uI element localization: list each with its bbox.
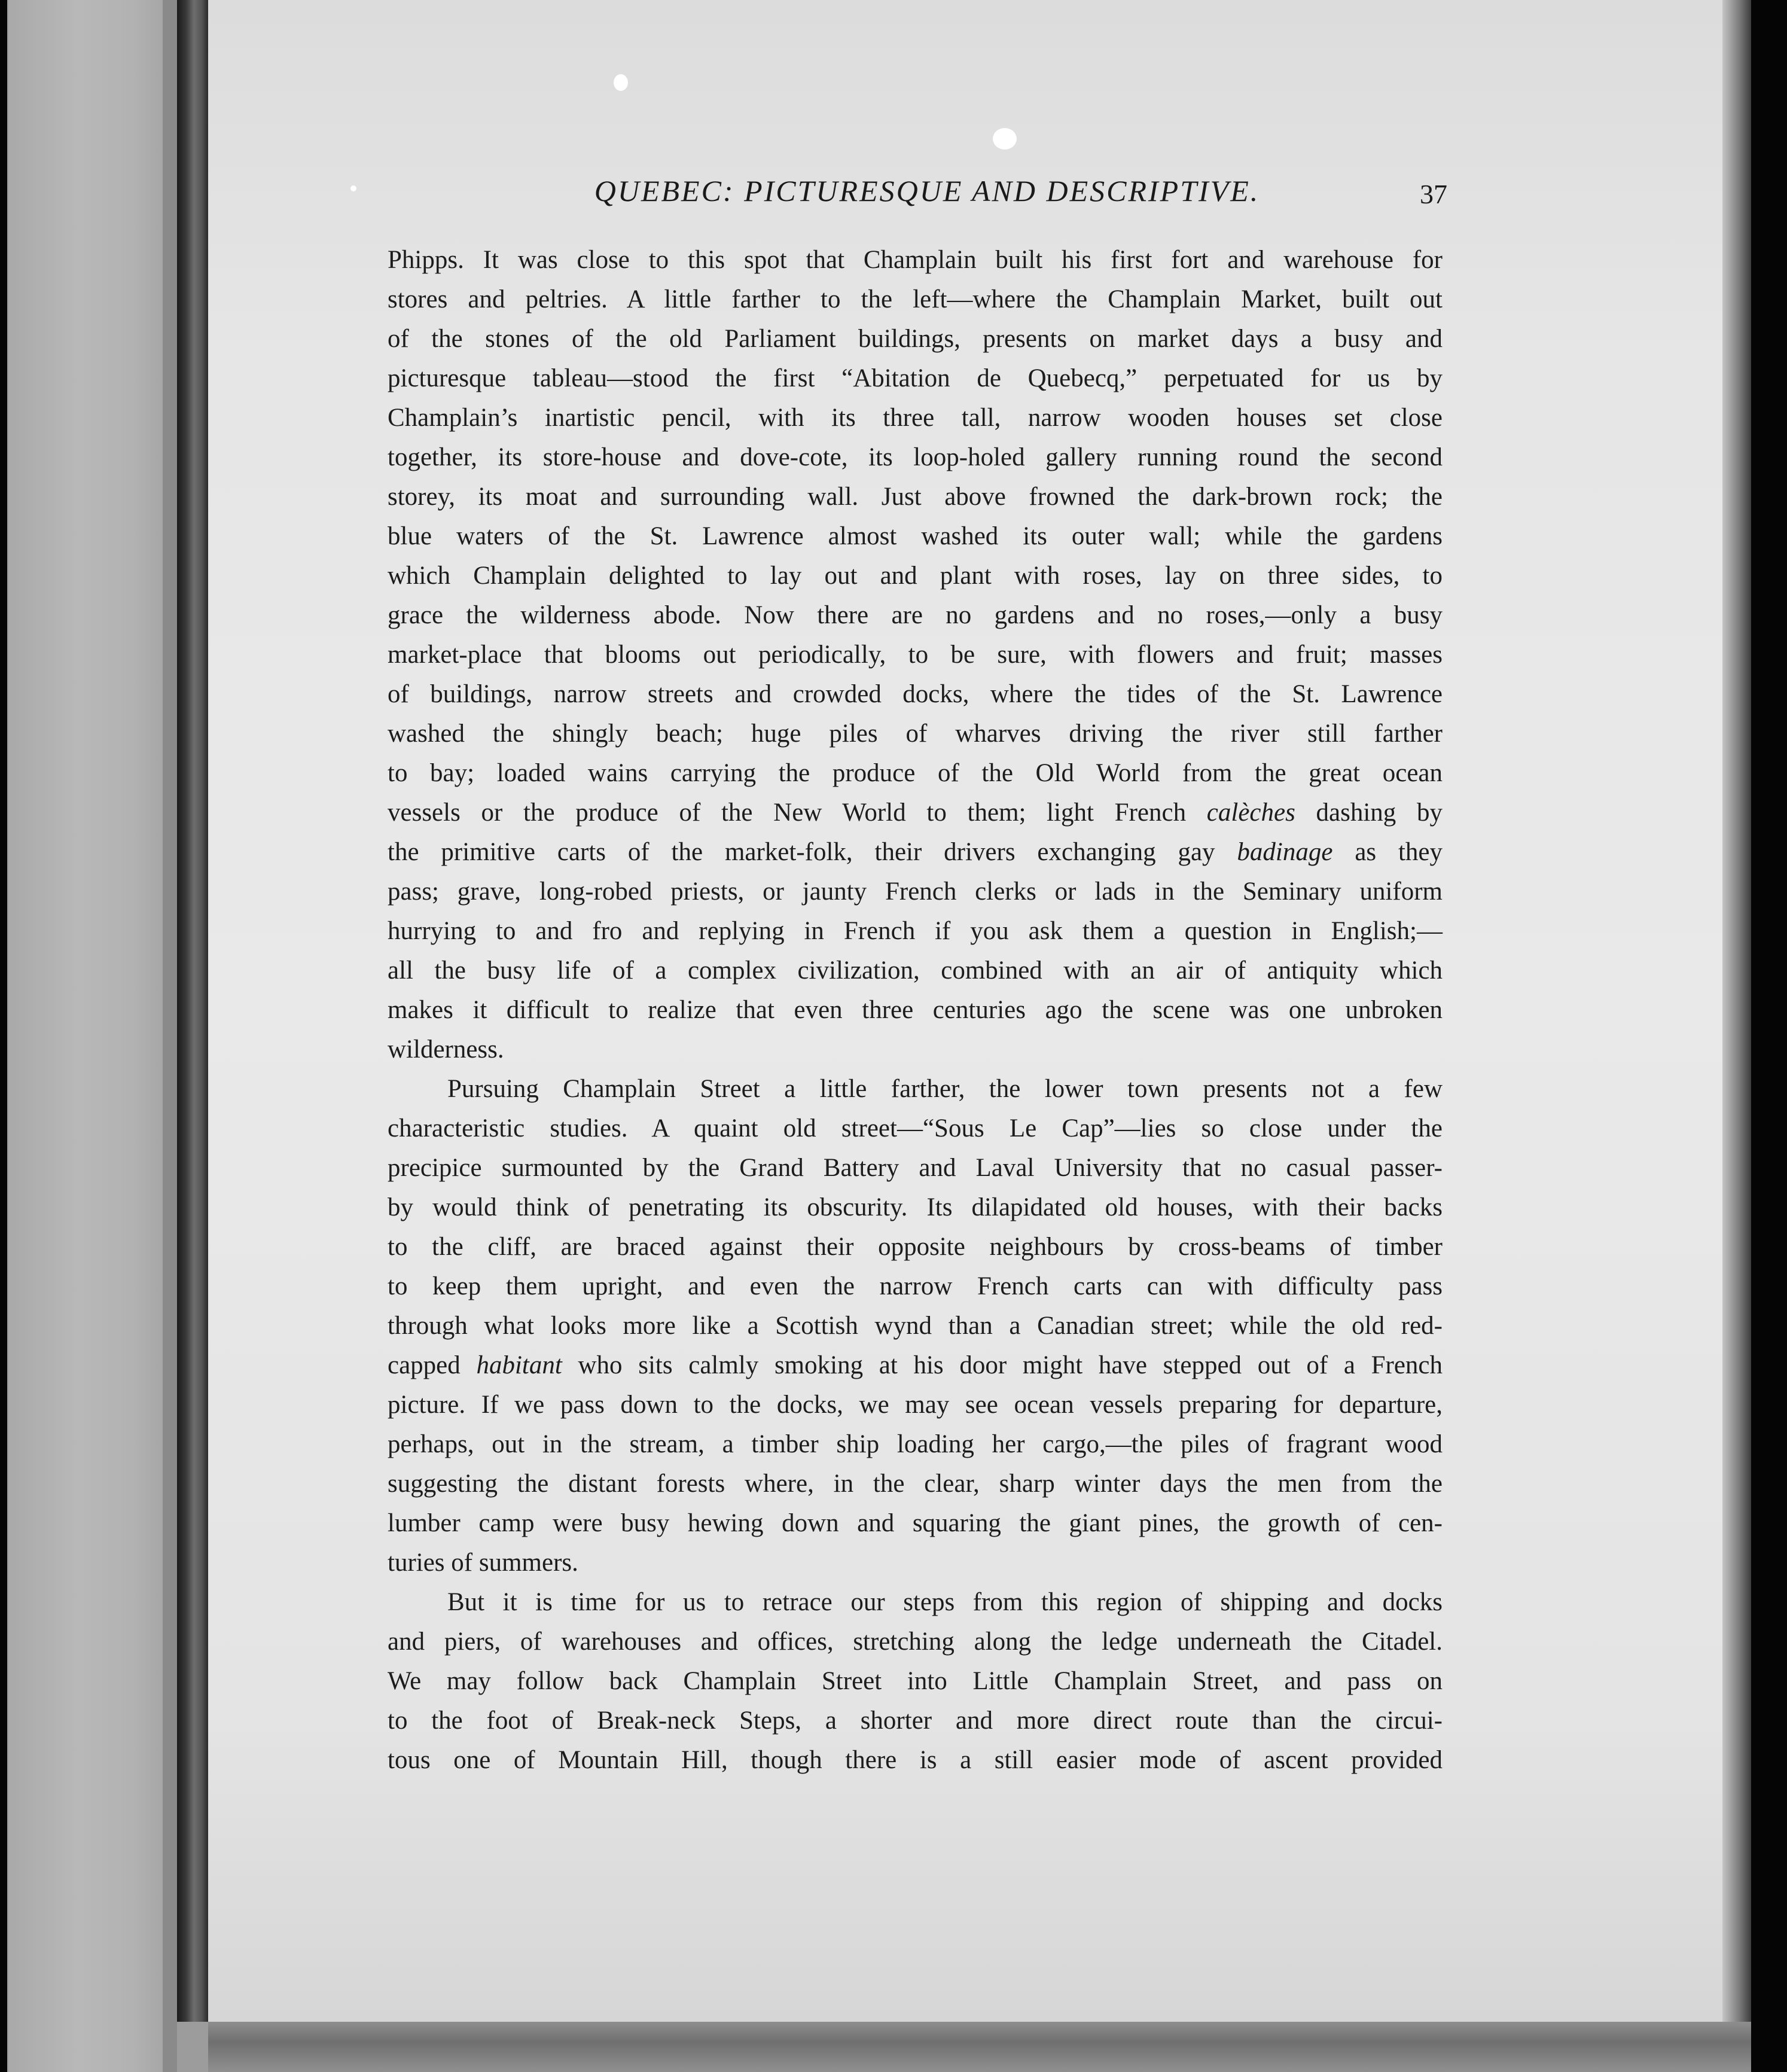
dust-speck [614, 74, 628, 91]
text-line: market-place that blooms out periodically, to be sure, with flowers and fruit; masses [388, 641, 1443, 669]
text-run: the primitive carts of the market-folk, their drivers exchanging gay [388, 838, 1215, 866]
text-run: dashing by [1316, 799, 1443, 827]
text-line: which Champlain delighted to lay out and plant with roses, lay on three sides, to [388, 562, 1443, 590]
text-run: vessels or the produce of the New World to them; light French [388, 799, 1187, 827]
text-line: tous one of Mountain Hill, though there is a still easier mode of ascent provided [388, 1746, 1443, 1774]
text-line: storey, its moat and surrounding wall. Just above frowned the dark-brown rock; the [388, 483, 1443, 511]
text-line: picture. If we pass down to the docks, we may see ocean vessels preparing for departure, [388, 1391, 1443, 1419]
text-line: lumber camp were busy hewing down and squaring the giant pines, the growth of cen- [388, 1509, 1443, 1537]
text-line: stores and peltries. A little farther to the left—where the Champlain Market, built out [388, 285, 1443, 313]
page-number: 37 [1420, 179, 1447, 209]
text-line [388, 833, 1443, 872]
italic-word: habitant [476, 1351, 562, 1379]
text-line: wilderness. [388, 1035, 504, 1064]
scan-left-edge [0, 0, 7, 2072]
text-line: to the foot of Break-neck Steps, a shorter and more direct route than the circui- [388, 1707, 1443, 1735]
book-spine [177, 0, 208, 2022]
text-line: and piers, of warehouses and offices, stretching along the ledge underneath the Citadel. [388, 1628, 1443, 1656]
text-line: to keep them upright, and even the narrow French carts can with difficulty pass [388, 1272, 1443, 1300]
scan-right-edge [1751, 0, 1787, 2072]
text-line: makes it difficult to realize that even three centuries ago the scene was one unbroken [388, 996, 1443, 1024]
spine-gap [163, 0, 177, 2072]
text-line: turies of summers. [388, 1549, 578, 1577]
text-line: to the cliff, are braced against their opposite neighbours by cross-beams of timber [388, 1233, 1443, 1261]
text-line [388, 1346, 1443, 1385]
text-line: picturesque tableau—stood the first “Abitation de Quebecq,” perpetuated for us by [388, 364, 1443, 392]
text-line: But it is time for us to retrace our steps from this region of shipping and docks [447, 1588, 1443, 1616]
text-line: washed the shingly beach; huge piles of wharves driving the river still farther [388, 720, 1443, 748]
text-line: of the stones of the old Parliament buildings, presents on market days a busy and [388, 325, 1443, 353]
dust-speck [350, 185, 356, 191]
italic-word: badinage [1237, 838, 1333, 866]
text-run: who sits calmly smoking at his door might have stepped out of a French [578, 1351, 1443, 1379]
text-line: grace the wilderness abode. Now there are no gardens and no roses,—only a busy [388, 601, 1443, 629]
dust-speck [993, 128, 1017, 150]
text-line: precipice surmounted by the Grand Battery and Laval University that no casual passer- [388, 1154, 1443, 1182]
text-line: by would think of penetrating its obscurity. Its dilapidated old houses, with their backs [388, 1193, 1443, 1221]
text-line: blue waters of the St. Lawrence almost washed its outer wall; while the gardens [388, 522, 1443, 550]
page-bottom-edge [208, 2022, 1751, 2072]
text-line: We may follow back Champlain Street into Little Champlain Street, and pass on [388, 1667, 1443, 1695]
running-head: QUEBEC: PICTURESQUE AND DESCRIPTIVE. [594, 174, 1260, 208]
text-line: Champlain’s inartistic pencil, with its three tall, narrow wooden houses set close [388, 404, 1443, 432]
text-line: pass; grave, long-robed priests, or jaunty French clerks or lads in the Seminary uniform [388, 877, 1443, 906]
page-edge-shadow [1722, 0, 1751, 2046]
text-run: capped [388, 1351, 461, 1379]
text-line: together, its store-house and dove-cote, its loop-holed gallery running round the second [388, 443, 1443, 471]
text-line: of buildings, narrow streets and crowded docks, where the tides of the St. Lawrence [388, 680, 1443, 708]
text-line: Pursuing Champlain Street a little farther, the lower town presents not a few [447, 1075, 1443, 1103]
text-line [388, 793, 1443, 833]
text-run: as they [1355, 838, 1443, 866]
text-line: through what looks more like a Scottish wynd than a Canadian street; while the old red- [388, 1312, 1443, 1340]
text-line: suggesting the distant forests where, in the clear, sharp winter days the men from the [388, 1470, 1443, 1498]
text-line: to bay; loaded wains carrying the produce of the Old World from the great ocean [388, 759, 1443, 787]
facing-page-margin [8, 0, 164, 2072]
text-line: all the busy life of a complex civilization, combined with an air of antiquity which [388, 956, 1443, 985]
text-line: characteristic studies. A quaint old street—“Sous Le Cap”—lies so close under the [388, 1114, 1443, 1142]
text-line: hurrying to and fro and replying in French if you ask them a question in English;— [388, 917, 1443, 945]
text-line: Phipps. It was close to this spot that Champlain built his first fort and warehouse for [388, 246, 1443, 274]
text-line: perhaps, out in the stream, a timber ship loading her cargo,—the piles of fragrant wood [388, 1430, 1443, 1458]
italic-word: calèches [1206, 799, 1295, 827]
